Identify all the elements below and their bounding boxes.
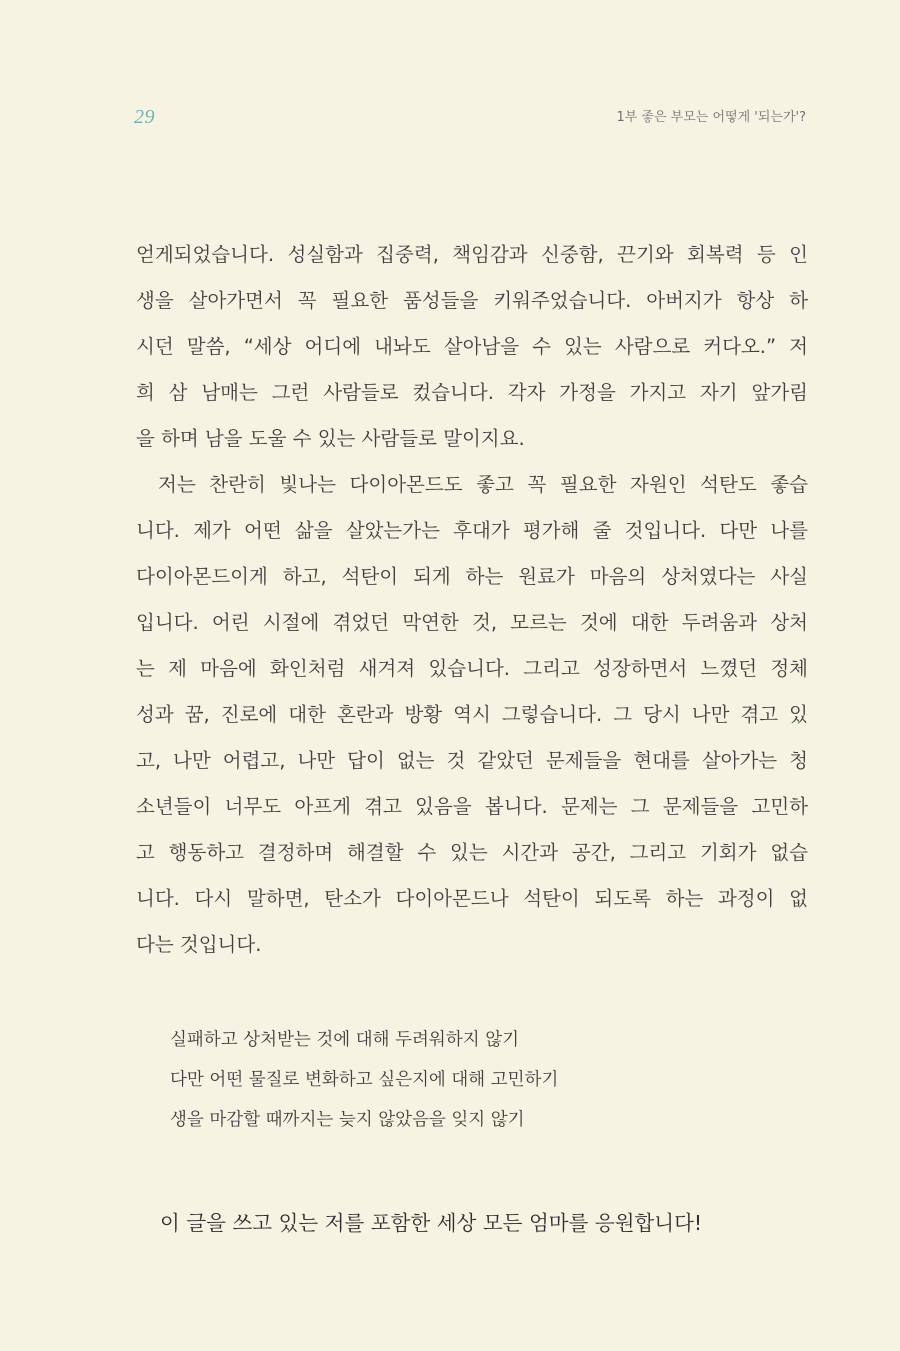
paragraph-2 bbox=[136, 462, 808, 968]
text-line: 저는 찬란히 빛나는 다이아몬드도 좋고 꼭 필요한 자원인 석탄도 좋습 bbox=[158, 473, 808, 496]
body-text bbox=[136, 232, 808, 968]
closing-line: 이 글을 쓰고 있는 저를 포함한 세상 모든 엄마를 응원합니다! bbox=[160, 1211, 703, 1235]
list-item: 다만 어떤 물질로 변화하고 싶은지에 대해 고민하기 bbox=[170, 1070, 559, 1090]
list-item: 실패하고 상처받는 것에 대해 두려워하지 않기 bbox=[170, 1030, 520, 1050]
text-line: 성과 꿈, 진로에 대한 혼란과 방황 역시 그렇습니다. 그 당시 나만 겪고 있 bbox=[136, 703, 808, 726]
text-line: 니다. 제가 어떤 삶을 살았는가는 후대가 평가해 줄 것입니다. 다만 나를 bbox=[136, 519, 808, 542]
text-line: 얻게되었습니다. 성실함과 집중력, 책임감과 신중함, 끈기와 회복력 등 인 bbox=[136, 243, 808, 266]
running-header: 1부 좋은 부모는 어떻게 '되는가'? bbox=[616, 110, 806, 125]
text-line: 입니다. 어린 시절에 겪었던 막연한 것, 모르는 것에 대한 두려움과 상처 bbox=[136, 611, 808, 634]
text-line: 니다. 다시 말하면, 탄소가 다이아몬드나 석탄이 되도록 하는 과정이 없 bbox=[136, 887, 808, 910]
text-line: 희 삼 남매는 그런 사람들로 컸습니다. 각자 가정을 가지고 자기 앞가림 bbox=[136, 381, 808, 404]
text-line: 을 하며 남을 도울 수 있는 사람들로 말이지요. bbox=[136, 427, 525, 450]
text-line: 생을 살아가면서 꼭 필요한 품성들을 키워주었습니다. 아버지가 항상 하 bbox=[136, 289, 808, 312]
text-line: 다는 것입니다. bbox=[136, 933, 262, 956]
page-number: 29 bbox=[134, 106, 155, 128]
paragraph-1 bbox=[136, 232, 808, 462]
text-line: 다이아몬드이게 하고, 석탄이 되게 하는 원료가 마음의 상처였다는 사실 bbox=[136, 565, 808, 588]
text-line: 시던 말씀, “세상 어디에 내놔도 살아남을 수 있는 사람으로 커다오.” 저 bbox=[136, 335, 808, 358]
text-line: 고 행동하고 결정하며 해결할 수 있는 시간과 공간, 그리고 기회가 없습 bbox=[136, 841, 808, 864]
text-line: 는 제 마음에 화인처럼 새겨져 있습니다. 그리고 성장하면서 느꼈던 정체 bbox=[136, 657, 808, 680]
resolution-list bbox=[170, 1020, 558, 1140]
text-line: 소년들이 너무도 아프게 겪고 있음을 봅니다. 문제는 그 문제들을 고민하 bbox=[136, 795, 808, 818]
list-item: 생을 마감할 때까지는 늦지 않았음을 잊지 않기 bbox=[170, 1110, 525, 1130]
text-line: 고, 나만 어렵고, 나만 답이 없는 것 같았던 문제들을 현대를 살아가는 청 bbox=[136, 749, 808, 772]
